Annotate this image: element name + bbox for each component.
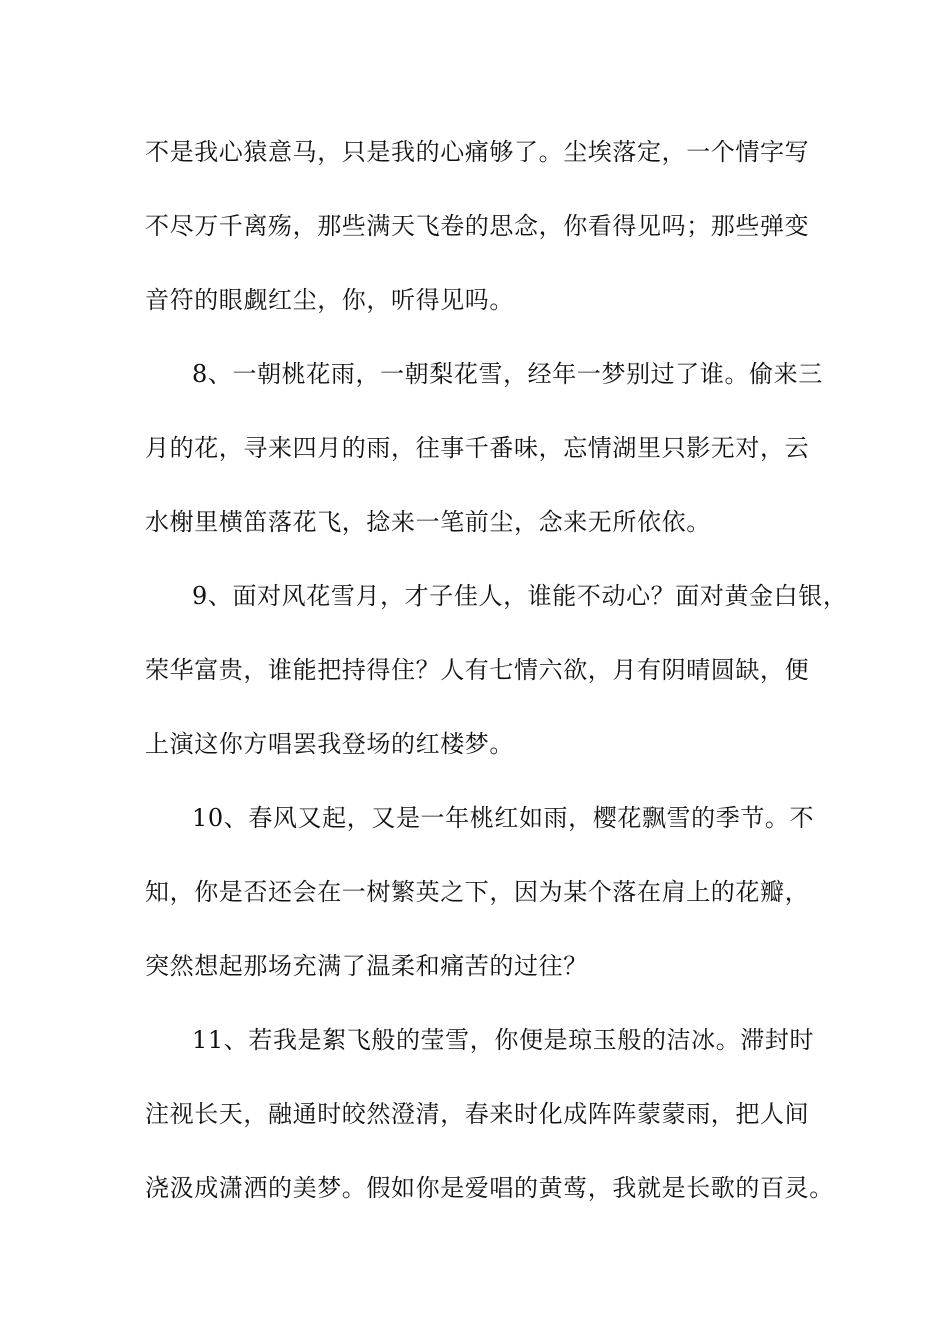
text-line: 音符的眼觑红尘，你，听得见吗。 <box>145 286 514 314</box>
text-line: 上演这你方唱罢我登场的红楼梦。 <box>145 730 514 758</box>
text-line: 荣华富贵，谁能把持得住？人有七情六欲，月有阴晴圆缺，便 <box>145 656 810 684</box>
text-line: 注视长天，融通时皎然澄清，春来时化成阵阵蒙蒙雨，把人间 <box>145 1100 810 1128</box>
text-line: 不尽万千离殇，那些满天飞卷的思念，你看得见吗；那些弹变 <box>145 212 810 240</box>
text-line: 知，你是否还会在一树繁英之下，因为某个落在肩上的花瓣， <box>145 878 810 906</box>
paragraph-10-first-line: 10、春风又起，又是一年桃红如雨，樱花飘雪的季节。不 <box>192 804 815 832</box>
text-line: 月的花，寻来四月的雨，往事千番味，忘情湖里只影无对，云 <box>145 434 810 462</box>
paragraph-11-first-line: 11、若我是絮飞般的莹雪，你便是琼玉般的洁冰。滞封时 <box>192 1026 815 1054</box>
paragraph-9-first-line: 9、面对风花雪月，才子佳人，谁能不动心？面对黄金白银， <box>192 582 848 610</box>
text-line: 浇汲成潇洒的美梦。假如你是爱唱的黄莺，我就是长歌的百灵。 <box>145 1174 834 1202</box>
text-line: 不是我心猿意马，只是我的心痛够了。尘埃落定，一个情字写 <box>145 138 810 166</box>
paragraph-8-first-line: 8、一朝桃花雨，一朝梨花雪，经年一梦别过了谁。偷来三 <box>192 360 823 388</box>
text-line: 突然想起那场充满了温柔和痛苦的过往？ <box>145 952 588 980</box>
text-line: 水榭里横笛落花飞，捻来一笔前尘，念来无所依依。 <box>145 508 711 536</box>
